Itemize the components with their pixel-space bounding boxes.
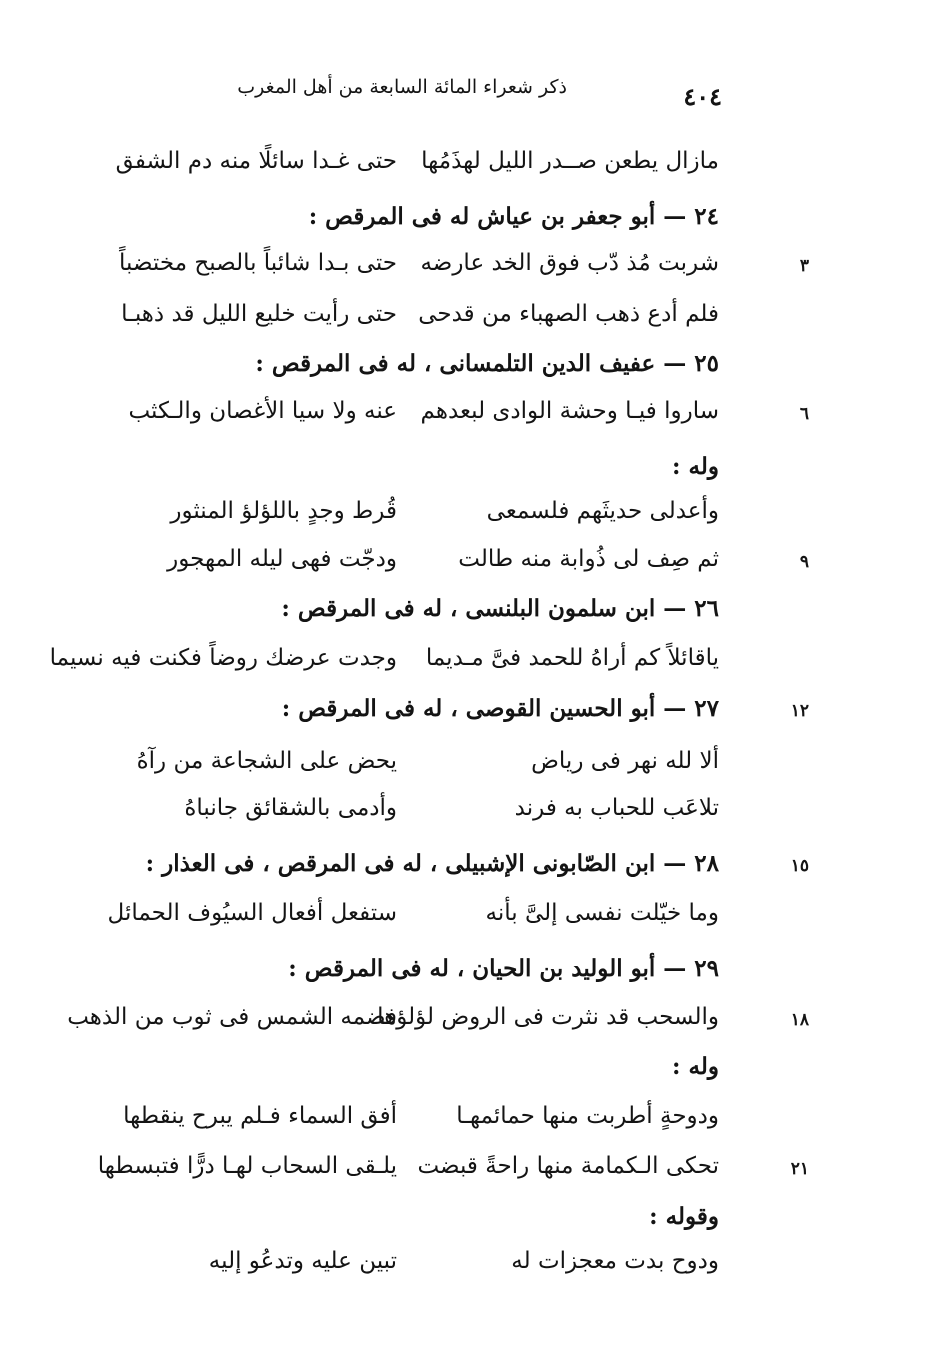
verse-second-hemistich: تبين عليه وتدعُو إليه [208, 1248, 397, 1274]
verse-second-hemistich: عنه ولا سيا الأغصان والـكثب [128, 398, 397, 424]
line-number: ٣ [799, 256, 809, 276]
verse-second-hemistich: ودجّت فهى ليله المهجور [167, 546, 397, 572]
line-number: ٦ [799, 404, 809, 424]
verse-second-hemistich: أفق السماء فـلم يبرح ينقطها [123, 1103, 397, 1129]
verse-first-hemistich: ثم صِف لى ذُوابة منه طالت [458, 546, 719, 572]
page-number: ٤٠٤ [683, 82, 722, 111]
line-number: ١٨ [790, 1010, 809, 1030]
verse-first-hemistich: فلم أدع ذهب الصهباء من قدحى [418, 301, 719, 327]
verse-first-hemistich: مازال يطعن صــدر الليل لهذَمُها [421, 148, 719, 174]
verse-first-hemistich: ياقائلاً كم أراهُ للحمد فىَّ مـديما [425, 645, 719, 671]
line-number: ١٢ [790, 701, 809, 721]
verse-first-hemistich: ألا لله نهر فى رياض [531, 748, 719, 774]
heading-text: وله : [672, 453, 719, 480]
line-number: ٩ [799, 552, 809, 572]
verse-first-hemistich: والسحب قد نثرت فى الروض لؤلؤها [377, 1004, 719, 1030]
verse-second-hemistich: حتى رأيت خليع الليل قد ذهبـا [121, 301, 397, 327]
verse-second-hemistich: فضمه الشمس فى ثوب من الذهب [67, 1004, 397, 1030]
heading-text: ٢٥ — عفيف الدين التلمسانى ، له فى المرقص : [255, 350, 719, 377]
verse-first-hemistich: تحكى الـكمامة منها راحةً قبضت [417, 1153, 719, 1179]
verse-second-hemistich: وأدمى بالشقائق جانباهُ [184, 795, 397, 821]
verse-second-hemistich: قُرط وجدٍ باللؤلؤ المنثور [170, 498, 397, 524]
verse-first-hemistich: وأعدلى حديثَهم فلسمعى [486, 498, 719, 524]
verse-second-hemistich: وجدت عرضك روضاً فكنت فيه نسيما [49, 645, 397, 671]
verse-second-hemistich: ستفعل أفعال السيُوف الحمائل [107, 900, 397, 926]
heading-text: ٢٨ — ابن الصّابونى الإشبيلى ، له فى المرقص ، فى العذار : [145, 850, 719, 877]
heading-text: وله : [672, 1053, 719, 1080]
line-number: ١٥ [790, 856, 809, 876]
verse-first-hemistich: شربت مُذ دّب فوق الخد عارضه [420, 250, 719, 276]
verse-second-hemistich: حتى غـدا سائلًا منه دم الشفق [115, 148, 397, 174]
verse-first-hemistich: ساروا فيـا وحشة الوادى لبعدهم [420, 398, 719, 424]
verse-first-hemistich: وما خيّلت نفسى إلىَّ بأنه [485, 900, 719, 926]
heading-text: ٢٩ — أبو الوليد بن الحيان ، له فى المرقص : [288, 955, 719, 982]
heading-text: ٢٤ — أبو جعفر بن عياش له فى المرقص : [308, 203, 719, 230]
verse-second-hemistich: يلـقى السحاب لهـا درًّا فتبسطها [97, 1153, 397, 1179]
verse-first-hemistich: ودوح بدت معجزات له [511, 1248, 719, 1274]
verse-second-hemistich: حتى بـدا شائباً بالصبح مختضباً [119, 250, 397, 276]
verse-first-hemistich: تلاعَب للحباب به فرند [514, 795, 719, 821]
verse-first-hemistich: ودوحةٍ أطربت منها حمائمهـا [456, 1103, 719, 1129]
heading-text: ٢٧ — أبو الحسين القوصى ، له فى المرقص : [281, 695, 719, 722]
running-title: ذكر شعراء المائة السابعة من أهل المغرب [237, 76, 567, 98]
line-number: ٢١ [790, 1159, 809, 1179]
heading-text: ٢٦ — ابن سلمون البلنسى ، له فى المرقص : [281, 595, 719, 622]
heading-text: وقوله : [649, 1203, 719, 1230]
verse-second-hemistich: يحض على الشجاعة من رآهُ [136, 748, 397, 774]
